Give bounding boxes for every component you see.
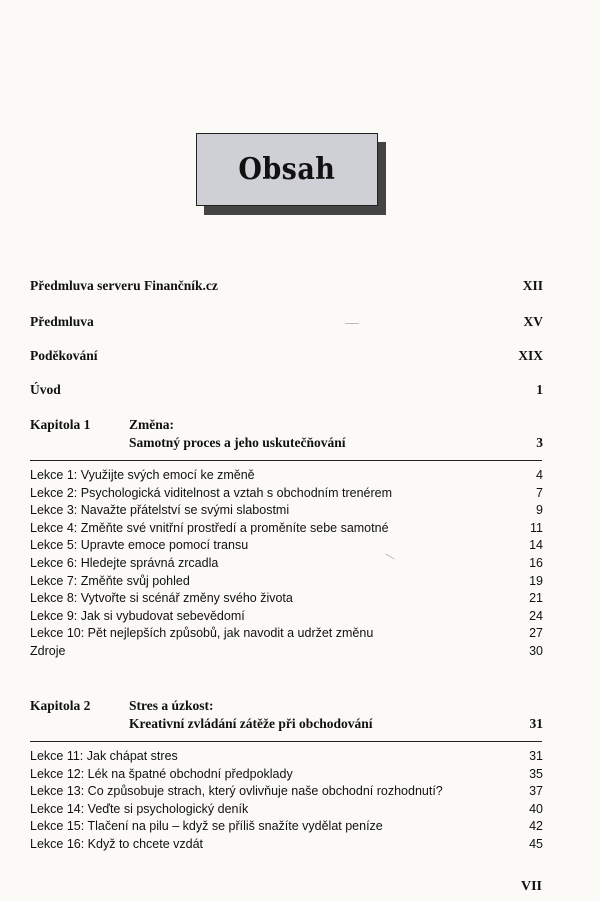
list-item [30, 784, 543, 802]
chapter-2-lesson-list [30, 749, 543, 855]
page-title: Obsah [238, 152, 336, 187]
list-item [30, 626, 543, 644]
lesson-page: 14 [529, 538, 543, 553]
lesson-page: 9 [536, 503, 543, 518]
lesson-page: 31 [529, 749, 543, 763]
lesson-page: 30 [529, 643, 543, 658]
list-item [30, 802, 543, 820]
chapter-1-lesson-list [30, 468, 543, 662]
lesson-page: 7 [536, 485, 543, 500]
lesson-label: Lekce 14: Veďte si psychologický deník [30, 801, 249, 816]
list-item [30, 609, 543, 627]
lesson-label: Lekce 7: Změňte svůj pohled [30, 573, 190, 588]
chapter-title-line1: Změna: [129, 417, 174, 432]
list-item [30, 749, 543, 767]
list-item [30, 521, 543, 539]
print-smudge [345, 323, 359, 324]
toc-entry-introduction [30, 382, 543, 400]
toc-entry-label: Předmluva [30, 314, 94, 329]
lesson-page: 40 [529, 801, 543, 816]
toc-entry-label: Úvod [30, 382, 61, 397]
toc-entry-page: 1 [536, 382, 543, 397]
lesson-label: Lekce 13: Co způsobuje strach, který ovlivňuje naše obchodní rozhodnutí? [30, 784, 443, 799]
toc-entry-page: XII [522, 278, 543, 293]
toc-entry-foreword-server [30, 278, 543, 296]
list-item [30, 574, 543, 592]
chapter-title-line2: Samotný proces a jeho uskutečňování [129, 435, 346, 450]
list-item [30, 819, 543, 837]
chapter-page: 3 [536, 435, 543, 450]
list-item [30, 538, 543, 556]
lesson-label: Lekce 11: Jak chápat stres [30, 749, 178, 763]
lesson-label: Lekce 2: Psychologická viditelnost a vztah s obchodním trenérem [30, 485, 392, 500]
lesson-page: 21 [529, 591, 543, 606]
list-item [30, 591, 543, 609]
lesson-label: Lekce 5: Upravte emoce pomocí transu [30, 538, 249, 553]
lesson-page: 42 [529, 819, 543, 834]
list-item [30, 486, 543, 504]
chapter-number: Kapitola 1 [30, 417, 91, 432]
lesson-page: 27 [529, 626, 543, 641]
list-item [30, 837, 543, 855]
toc-entry-acknowledgements [30, 348, 543, 366]
lesson-label: Lekce 10: Pět nejlepších způsobů, jak navodit a udržet změnu [30, 626, 374, 641]
toc-entry-foreword [30, 314, 543, 332]
chapter-title-line2: Kreativní zvládání zátěže při obchodování [129, 716, 373, 731]
lesson-page: 16 [529, 555, 543, 570]
lesson-label: Lekce 16: Když to chcete vzdát [30, 836, 204, 851]
lesson-label: Lekce 9: Jak si vybudovat sebevědomí [30, 608, 245, 623]
lesson-page: 11 [530, 520, 543, 535]
page-number: VII [520, 879, 542, 894]
lesson-page: 19 [529, 573, 543, 588]
chapter-number: Kapitola 2 [30, 698, 91, 713]
toc-entry-label: Předmluva serveru Finančník.cz [30, 278, 218, 293]
lesson-label: Lekce 15: Tlačení na pilu – když se příliš snažíte vydělat peníze [30, 819, 383, 834]
lesson-page: 4 [536, 468, 543, 482]
list-item [30, 468, 543, 486]
lesson-page: 37 [529, 784, 543, 799]
title-box [196, 133, 378, 206]
lesson-label: Lekce 8: Vytvořte si scénář změny svého života [30, 591, 293, 606]
lesson-label: Lekce 3: Navažte přátelství se svými slabostmi [30, 503, 290, 518]
chapter-title-line1: Stres a úzkost: [129, 698, 214, 713]
lesson-label: Lekce 1: Využijte svých emocí ke změně [30, 468, 255, 482]
toc-entry-page: XV [523, 314, 543, 329]
lesson-page: 45 [529, 836, 543, 851]
chapter-page: 31 [529, 716, 543, 731]
list-item [30, 503, 543, 521]
toc-entry-label: Poděkování [30, 348, 98, 363]
lesson-label: Lekce 6: Hledejte správná zrcadla [30, 555, 219, 570]
lesson-label: Lekce 4: Změňte své vnitřní prostředí a proměníte sebe samotné [30, 520, 389, 535]
lesson-page: 24 [529, 608, 543, 623]
chapter-1-divider [30, 460, 542, 461]
lesson-page: 35 [529, 766, 543, 781]
toc-entry-page: XIX [518, 348, 543, 363]
list-item [30, 644, 543, 662]
chapter-2-divider [30, 741, 542, 742]
lesson-label: Zdroje [30, 643, 66, 658]
lesson-label: Lekce 12: Lék na špatné obchodní předpoklady [30, 766, 293, 781]
list-item [30, 556, 543, 574]
list-item [30, 767, 543, 785]
